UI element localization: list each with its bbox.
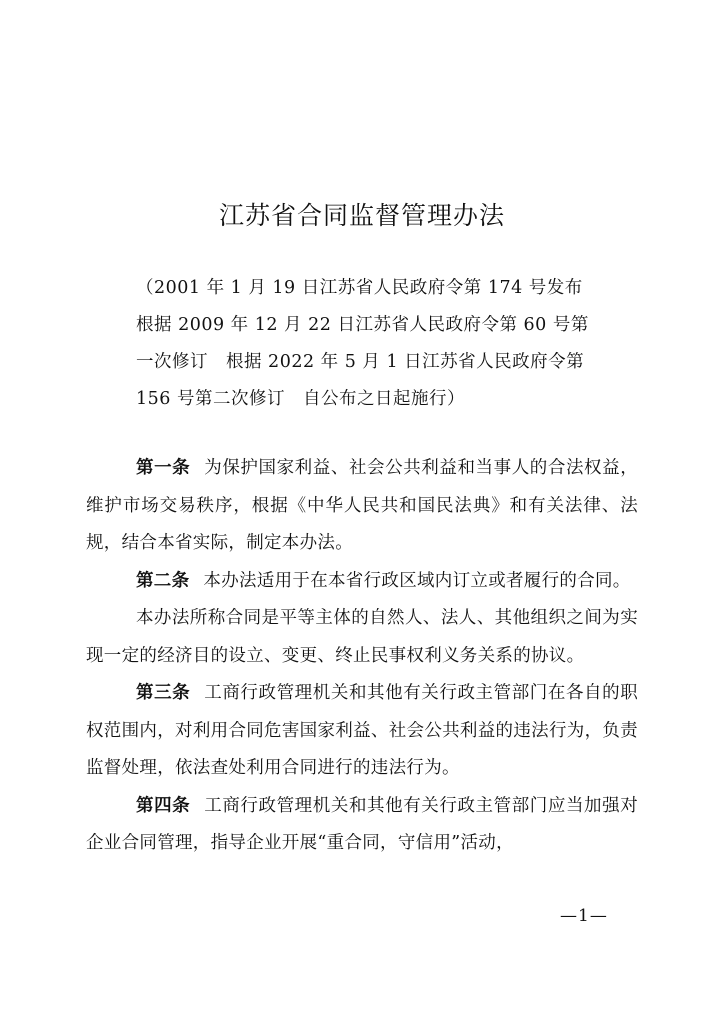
article-label: 第四条 xyxy=(136,795,191,816)
article-paragraph xyxy=(86,600,638,675)
revision-history-line: 一次修订 根据 2022 年 5 月 1 日江苏省人民政府令第 xyxy=(136,352,585,372)
document-body xyxy=(86,450,638,863)
article-paragraph xyxy=(86,563,638,601)
revision-history-line: 根据 2009 年 12 月 22 日江苏省人民政府令第 60 号第 xyxy=(136,315,589,335)
article-label: 第三条 xyxy=(136,683,191,703)
article-paragraph xyxy=(86,675,638,788)
revision-history-line: 156 号第二次修订 自公布之日起施行） xyxy=(136,389,465,409)
article-label: 第一条 xyxy=(136,458,191,478)
article-label: 第二条 xyxy=(136,570,190,591)
article-text: 工商行政管理机关和其他有关行政主管部门应当加强对企业合同管理，指导企业开展“重合同，守信用”活动， xyxy=(86,795,639,853)
document-title: 江苏省合同监督管理办法 xyxy=(218,201,505,230)
article-paragraph xyxy=(86,788,638,863)
article-text: 本办法适用于在本省行政区域内订立或者履行的合同。 xyxy=(203,570,631,591)
article-paragraph xyxy=(86,450,638,563)
page-number: —1— xyxy=(560,906,608,926)
revision-history xyxy=(136,270,606,418)
article-text: 本办法所称合同是平等主体的自然人、法人、其他组织之间为实现一定的经济目的设立、变更、终止民事权利义务关系的协议。 xyxy=(86,608,638,666)
article-text: 工商行政管理机关和其他有关行政主管部门在各自的职权范围内，对利用合同危害国家利益、社会公共利益的违法行为，负责监督处理，依法查处利用合同进行的违法行为。 xyxy=(86,683,639,778)
revision-history-line: （2001 年 1 月 19 日江苏省人民政府令第 174 号发布 xyxy=(136,278,583,298)
article-text: 为保护国家利益、社会公共利益和当事人的合法权益，维护市场交易秩序，根据《中华人民共和国民法典》和有关法律、法规，结合本省实际，制定本办法。 xyxy=(86,458,639,553)
